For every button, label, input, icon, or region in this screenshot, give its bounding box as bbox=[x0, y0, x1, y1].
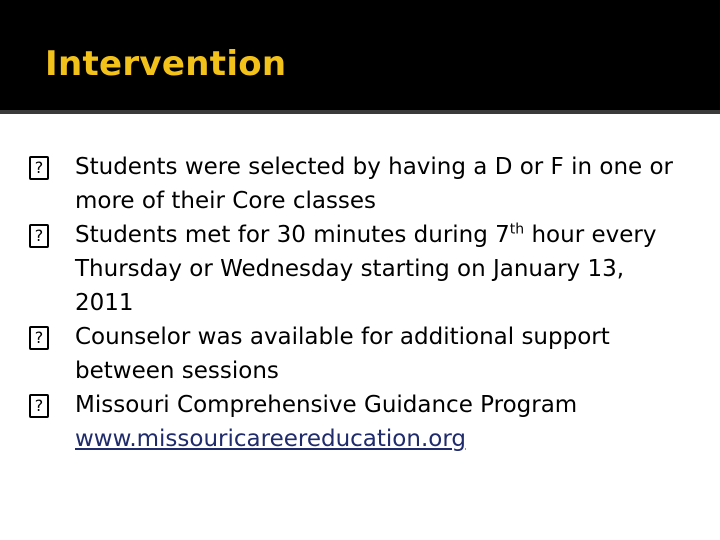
website-link[interactable]: www.missouricareereducation.org bbox=[75, 426, 466, 452]
bullet-item bbox=[29, 150, 679, 218]
bullet-marker-icon: ? bbox=[29, 156, 49, 180]
bullet-text: Missouri Comprehensive Guidance Program bbox=[75, 392, 578, 418]
bullet-item bbox=[29, 388, 679, 456]
bullet-item bbox=[29, 218, 679, 320]
bullet-text: Counselor was available for additional support between sessions bbox=[75, 324, 610, 384]
bullet-item bbox=[29, 320, 679, 388]
bullet-marker-icon: ? bbox=[29, 224, 49, 248]
bullet-text: Students were selected by having a D or F in one or more of their Core classes bbox=[75, 154, 674, 214]
bullet-text: Students met for 30 minutes during 7 bbox=[75, 222, 510, 248]
bullet-marker-icon: ? bbox=[29, 326, 49, 350]
ordinal-superscript: th bbox=[509, 221, 525, 238]
bullet-marker-icon: ? bbox=[29, 394, 49, 418]
bullet-text-continued: hour every Thursday or Wednesday starting on January 13, 2011 bbox=[75, 222, 657, 316]
bullet-list bbox=[29, 150, 679, 456]
slide-title: Intervention bbox=[45, 44, 287, 84]
title-divider bbox=[0, 110, 720, 114]
